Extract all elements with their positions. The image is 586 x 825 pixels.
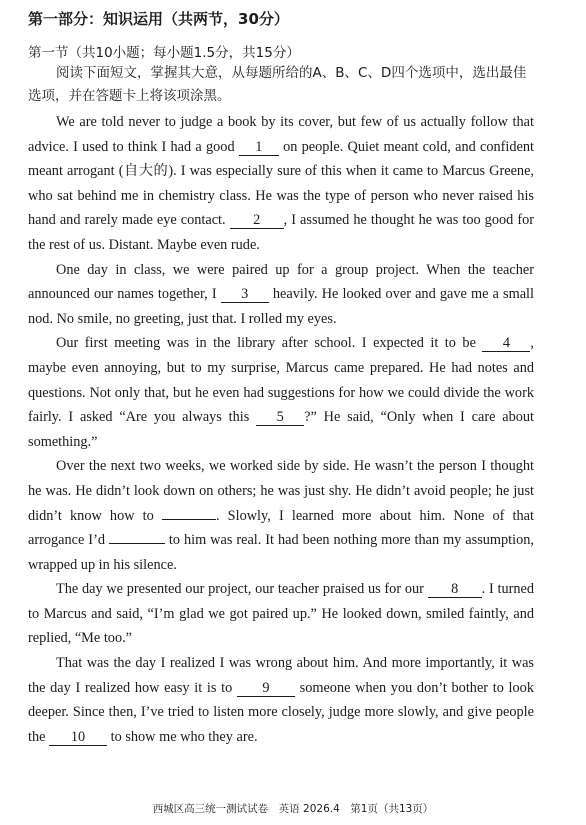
p3-text-3: ?” He said, “Only when I care about something.” <box>28 409 534 450</box>
p2-text-1: One day in class, we were paired up for a group project. When the teacher announced our names together, I <box>28 261 534 303</box>
p5-text-2: . I turned to Marcus and said, “I’m glad we got paired up.” He looked down, smiled faintly, and replied, “Me too.” <box>28 581 534 647</box>
p1-text-1: We are told never to judge a book by its cover, but few of us actually follow that advice. I used to think I had a good <box>28 114 534 155</box>
blank-10: 10 <box>49 729 107 746</box>
p2-text-2: heavily. He looked over and gave me a small nod. No smile, no greeting, just that. I rolled my eyes. <box>28 286 534 327</box>
p4-text-2: . Slowly, I learned more about him. None of that arrogance I’d <box>28 507 534 549</box>
blank-9: 9 <box>237 680 295 697</box>
blank-5: 5 <box>256 409 304 426</box>
blank-7 <box>109 543 165 544</box>
subsection-title: 第一节（共10小题；每小题1.5分，共15分） <box>28 45 300 61</box>
p1-text-3: , I assumed he thought he was too good for the rest of us. Distant. Maybe even rude. <box>28 212 534 253</box>
paragraph-6 <box>28 651 534 749</box>
p3-text-2: , maybe even annoying, but to my surprise, Marcus came prepared. He had notes and questions. Not only that, but he even had suggestions for how we could divide the work fairly. I asked “Are you always this <box>28 335 534 426</box>
section-title: 第一部分：知识运用（共两节，30分） <box>28 10 289 28</box>
p3-text-1: Our first meeting was in the library after school. I expected it to be <box>56 335 483 352</box>
p4-text-3: to him was real. It had been nothing more than my assumption, wrapped up in his silence. <box>28 532 534 573</box>
p6-text-1: That was the day I realized I was wrong about him. And more importantly, it was the day I realized how easy it is to <box>28 655 534 696</box>
paragraph-3 <box>28 331 534 454</box>
page-footer: 西城区高三统一测试试卷 英语 2026.4 第1页（共13页） <box>152 803 434 815</box>
blank-8: 8 <box>428 581 482 598</box>
paragraph-4 <box>28 454 534 577</box>
blank-6 <box>162 519 216 520</box>
blank-3: 3 <box>221 286 269 303</box>
p5-text-1: The day we presented our project, our teacher praised us for our <box>56 581 428 598</box>
blank-2: 2 <box>230 212 284 229</box>
passage <box>28 110 534 749</box>
blank-4: 4 <box>482 335 530 352</box>
p6-text-3: to show me who they are. <box>107 728 258 745</box>
p1-text-2: on people. Quiet meant cold, and confident meant arrogant (自大的). I was especially sure of this when it came to Marcus Greene, who sat behind me in chemistry class. He was the type of person who never raised his hand and rarely made eye contact. <box>28 138 534 229</box>
p6-text-2: someone when you don’t bother to look deeper. Since then, I’ve tried to listen more closely, judge more slowly, and give people the <box>28 679 534 745</box>
paragraph-1 <box>28 110 534 258</box>
p4-text-1: Over the next two weeks, we worked side by side. He wasn’t the person I thought he was. He didn’t look down on others; he was just shy. He didn’t avoid people; he just didn’t know how to <box>28 458 534 524</box>
blank-1: 1 <box>239 139 279 156</box>
paragraph-2 <box>28 258 534 332</box>
instructions: 阅读下面短文，掌握其大意，从每题所给的A、B、C、D四个选项中，选出最佳选项，并在答题卡上将该项涂黑。 <box>28 65 527 104</box>
paragraph-5 <box>28 577 534 651</box>
